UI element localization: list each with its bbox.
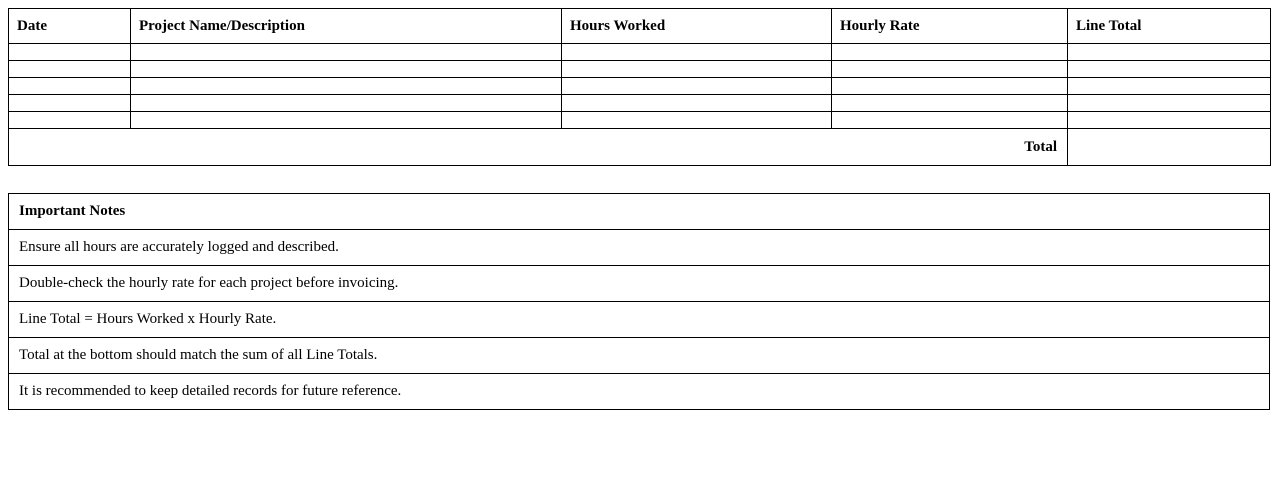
timesheet-header [9,9,1271,44]
column-header-rate: Hourly Rate [832,9,1068,44]
cell-hours[interactable] [562,44,832,61]
table-row [9,44,1271,61]
table-row [9,78,1271,95]
cell-date[interactable] [9,95,131,112]
cell-date[interactable] [9,61,131,78]
note-text: Total at the bottom should match the sum of all Line Totals. [9,338,1270,374]
note-text: Ensure all hours are accurately logged and described. [9,230,1270,266]
note-text: Double-check the hourly rate for each project before invoicing. [9,266,1270,302]
note-text: Line Total = Hours Worked x Hourly Rate. [9,302,1270,338]
cell-hours[interactable] [562,112,832,129]
cell-rate[interactable] [832,44,1068,61]
list-item [9,266,1270,302]
cell-line-total[interactable] [1068,44,1271,61]
cell-rate[interactable] [832,95,1068,112]
cell-project[interactable] [131,61,562,78]
list-item [9,338,1270,374]
notes-heading-row [9,194,1270,230]
table-total-row [9,129,1271,166]
cell-line-total[interactable] [1068,95,1271,112]
cell-date[interactable] [9,112,131,129]
cell-rate[interactable] [832,61,1068,78]
cell-rate[interactable] [832,112,1068,129]
notes-heading: Important Notes [9,194,1270,230]
column-header-date: Date [9,9,131,44]
table-header-row [9,9,1271,44]
cell-rate[interactable] [832,78,1068,95]
cell-date[interactable] [9,44,131,61]
list-item [9,230,1270,266]
cell-project[interactable] [131,78,562,95]
column-header-project: Project Name/Description [131,9,562,44]
cell-line-total[interactable] [1068,112,1271,129]
cell-project[interactable] [131,95,562,112]
cell-hours[interactable] [562,95,832,112]
important-notes-body [9,194,1270,410]
table-row [9,95,1271,112]
total-label: Total [9,129,1068,166]
cell-line-total[interactable] [1068,61,1271,78]
important-notes-table [8,193,1270,410]
list-item [9,374,1270,410]
cell-hours[interactable] [562,61,832,78]
cell-hours[interactable] [562,78,832,95]
column-header-line-total: Line Total [1068,9,1271,44]
note-text: It is recommended to keep detailed records for future reference. [9,374,1270,410]
table-row [9,61,1271,78]
cell-project[interactable] [131,112,562,129]
cell-project[interactable] [131,44,562,61]
timesheet-body [9,44,1271,166]
cell-line-total[interactable] [1068,78,1271,95]
column-header-hours: Hours Worked [562,9,832,44]
timesheet-table [8,8,1271,166]
list-item [9,302,1270,338]
total-value[interactable] [1068,129,1271,166]
table-row [9,112,1271,129]
cell-date[interactable] [9,78,131,95]
